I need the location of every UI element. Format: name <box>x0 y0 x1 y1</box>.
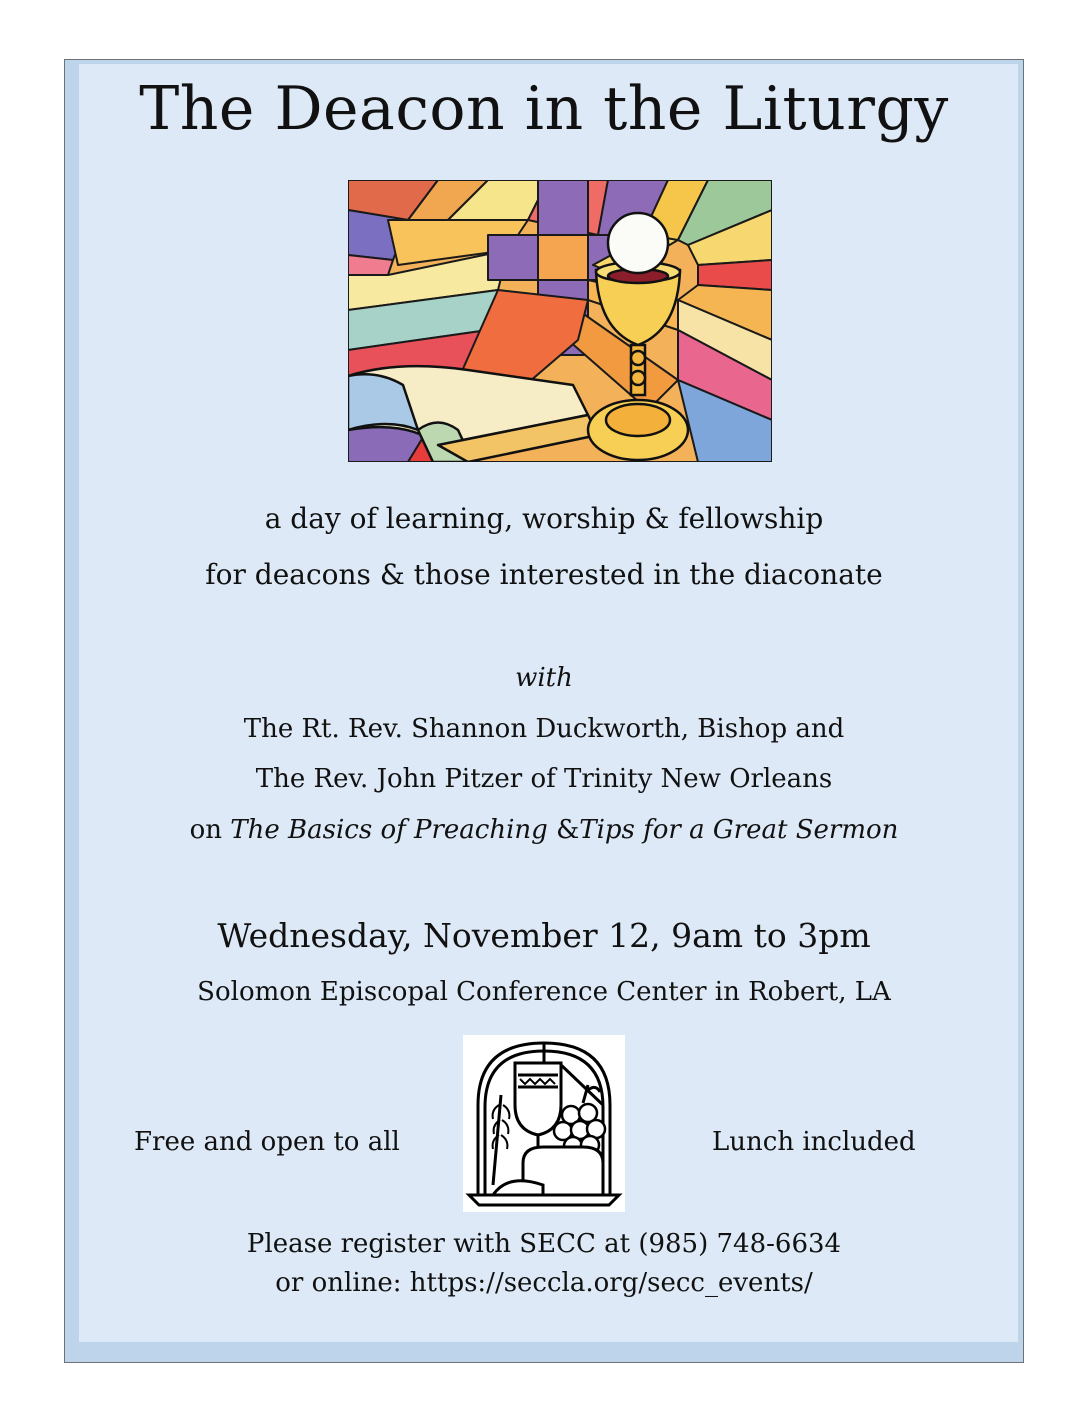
topic-part-2: Tips for a Great Sermon <box>579 815 899 845</box>
registration-phone: Please register with SECC at (985) 748-6634 <box>246 1229 842 1259</box>
flyer-title: The Deacon in the Liturgy <box>139 74 949 144</box>
speaker-1: The Rt. Rev. Shannon Duckworth, Bishop and <box>243 714 845 744</box>
stained-glass-artwork <box>348 180 772 462</box>
with-label: with <box>515 663 573 693</box>
event-venue: Solomon Episcopal Conference Center in Robert, LA <box>197 977 891 1007</box>
event-date-time: Wednesday, November 12, 9am to 3pm <box>217 916 871 955</box>
speaker-2: The Rev. John Pitzer of Trinity New Orleans <box>255 764 833 794</box>
tagline-line-2: for deacons & those interested in the diaconate <box>205 558 883 591</box>
topic-part-1: The Basics of Preaching <box>230 815 548 845</box>
registration-url[interactable]: or online: https://secclа.org/secc_events/ <box>275 1268 813 1298</box>
tagline-line-1: a day of learning, worship & fellowship <box>264 502 824 535</box>
topic-line <box>0 815 1088 845</box>
lunch-included-label: Lunch included <box>712 1127 916 1157</box>
topic-ampersand: & <box>547 815 580 845</box>
free-open-label: Free and open to all <box>134 1127 400 1157</box>
topic-prefix: on <box>189 815 231 845</box>
chalice-bread-grapes-wheat-icon <box>463 1035 625 1212</box>
